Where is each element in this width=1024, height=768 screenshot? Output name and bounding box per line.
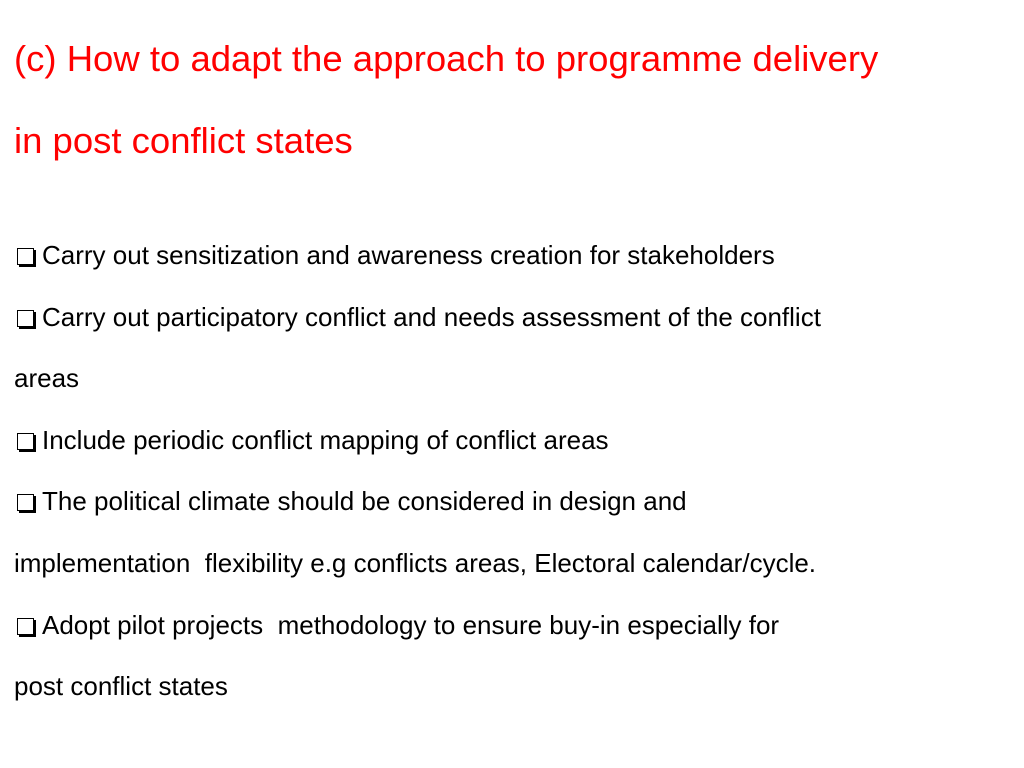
slide-title (14, 18, 1019, 182)
bullet-text: Carry out sensitization and awareness creation for stakeholders (42, 240, 775, 270)
bullet-list (14, 225, 1014, 718)
bullet-text: Adopt pilot projects methodology to ensure buy-in especially for (42, 609, 780, 640)
checkbox-square-icon (17, 494, 34, 511)
bullet-item (14, 471, 1014, 594)
checkbox-square-icon (17, 618, 34, 635)
slide-title-line-1: (c) How to adapt the approach to programme delivery (14, 38, 879, 79)
bullet-text-continuation: implementation flexibility e.g conflicts areas, Electoral calendar/cycle. (14, 547, 817, 578)
bullet-text: Include periodic conflict mapping of conflict areas (42, 424, 609, 455)
bullet-item (14, 287, 1014, 410)
bullet-item (14, 410, 1014, 472)
bullet-text: The political climate should be considered in design and (42, 486, 687, 517)
checkbox-square-icon (17, 248, 34, 265)
bullet-text-continuation: areas (14, 363, 80, 394)
slide-title-line-2: in post conflict states (14, 120, 353, 161)
checkbox-square-icon (17, 433, 34, 450)
bullet-text-continuation: post conflict states (14, 671, 228, 702)
bullet-item (14, 225, 1014, 287)
bullet-item (14, 595, 1014, 718)
bullet-text: Carry out participatory conflict and needs assessment of the conflict (42, 301, 821, 332)
checkbox-square-icon (17, 310, 34, 327)
